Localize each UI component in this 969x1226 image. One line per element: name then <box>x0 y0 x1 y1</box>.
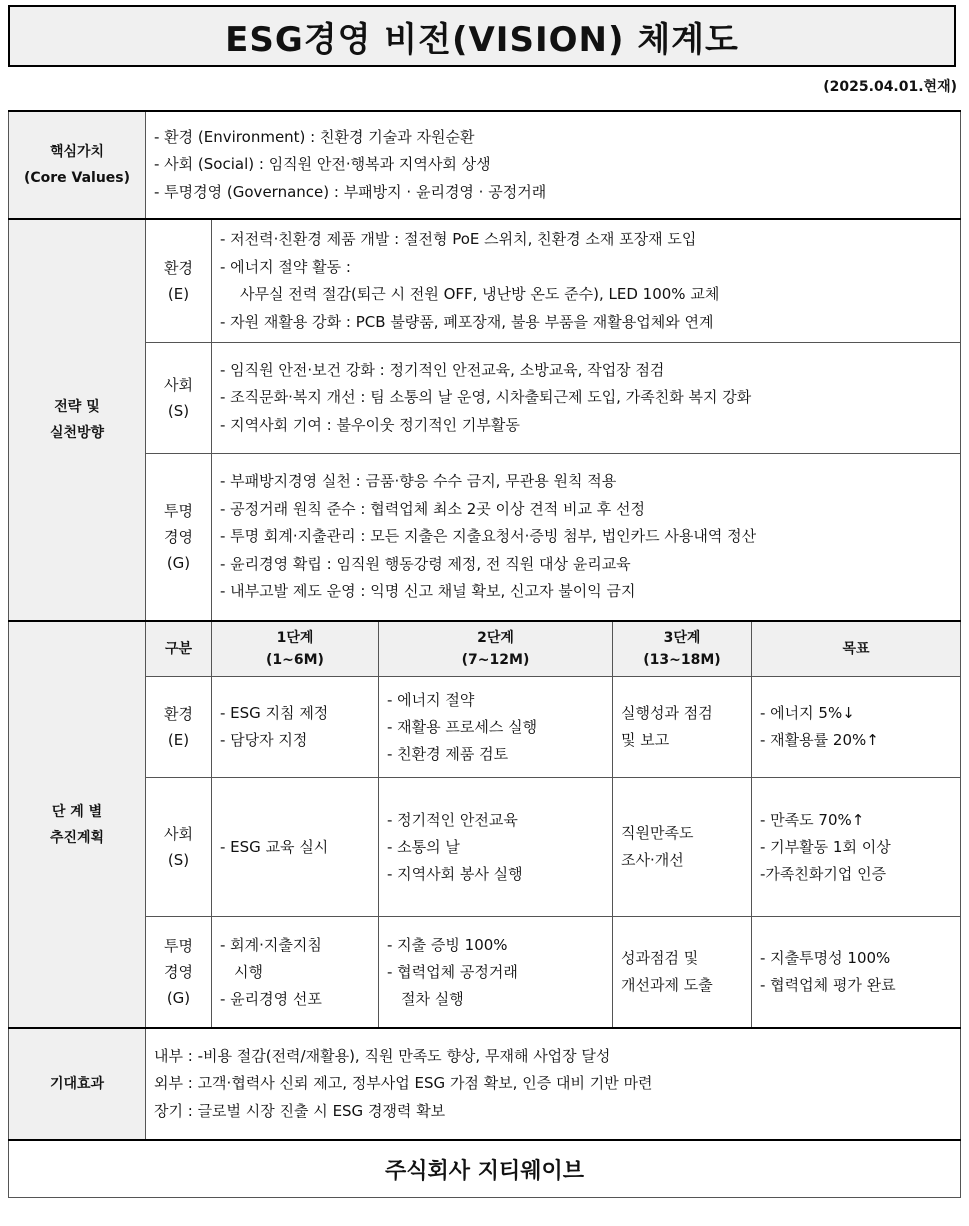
plan-governance-goal: - 지출투명성 100% - 협력업체 평가 완료 <box>752 917 961 1029</box>
plan-social-goal: - 만족도 70%↑ - 기부활동 1회 이상 -가족친화기업 인증 <box>752 778 961 917</box>
plan-environment-stage1: - ESG 지침 제정 - 담당자 지정 <box>212 677 379 778</box>
effect-item: 장기 : 글로벌 시장 진출 시 ESG 경쟁력 확보 <box>154 1101 446 1120</box>
plan-col-stage2: 2단계 (7~12M) <box>379 621 613 677</box>
strategy-item: - 에너지 절약 활동 : <box>220 257 351 276</box>
effects-row <box>9 1028 961 1140</box>
plan-social-label: 사회 (S) <box>146 778 212 917</box>
core-values-label: 핵심가치 (Core Values) <box>9 111 146 219</box>
effect-item: 외부 : 고객·협력사 신뢰 제고, 정부사업 ESG 가점 확보, 인증 대비 기반 마련 <box>154 1074 653 1093</box>
plan-col-category: 구분 <box>146 621 212 677</box>
plan-governance-stage2: - 지출 증빙 100% - 협력업체 공정거래 절차 실행 <box>379 917 613 1029</box>
title-box <box>8 5 956 67</box>
page-title: ESG경영 비전(VISION) 체계도 <box>225 19 739 60</box>
strategy-environment-list <box>212 219 961 343</box>
strategy-item: - 공정거래 원칙 준수 : 협력업체 최소 2곳 이상 견적 비교 후 선정 <box>220 499 645 518</box>
date-label: (2025.04.01.현재) <box>823 79 957 95</box>
plan-governance-label: 투명 경영 (G) <box>146 917 212 1029</box>
plan-col-goal: 목표 <box>752 621 961 677</box>
plan-social-stage1: - ESG 교육 실시 <box>212 778 379 917</box>
core-value-item: - 투명경영 (Governance) : 부패방지 · 윤리경영 · 공정거래 <box>154 182 547 201</box>
strategy-environment-label: 환경 (E) <box>146 219 212 343</box>
core-values-row <box>9 111 961 219</box>
footer-row <box>9 1140 961 1198</box>
strategy-governance-label: 투명 경영 (G) <box>146 454 212 622</box>
strategy-item: - 부패방지경영 실천 : 금품·향응 수수 금지, 무관용 원칙 적용 <box>220 472 617 491</box>
strategy-item: - 윤리경영 확립 : 임직원 행동강령 제정, 전 직원 대상 윤리교육 <box>220 554 631 573</box>
strategy-social-label: 사회 (S) <box>146 343 212 454</box>
plan-environment-stage2: - 에너지 절약 - 재활용 프로세스 실행 - 친환경 제품 검토 <box>379 677 613 778</box>
strategy-item: - 저전력·친환경 제품 개발 : 절전형 PoE 스위치, 친환경 소재 포장재 도입 <box>220 230 697 248</box>
plan-environment-label: 환경 (E) <box>146 677 212 778</box>
strategy-item: - 지역사회 기여 : 불우이웃 정기적인 기부활동 <box>220 415 520 434</box>
strategy-item: 사무실 전력 절감(퇴근 시 전원 OFF, 냉난방 온도 준수), LED 100% 교체 <box>240 285 720 303</box>
plan-governance-row <box>9 917 961 1029</box>
strategy-governance-list <box>212 454 961 622</box>
strategy-item: - 투명 회계·지출관리 : 모든 지출은 지출요청서·증빙 첨부, 법인카드 사용내역 정산 <box>220 527 757 546</box>
plan-col-stage3: 3단계 (13~18M) <box>613 621 752 677</box>
plan-environment-goal: - 에너지 5%↓ - 재활용률 20%↑ <box>752 677 961 778</box>
strategy-environment-row <box>9 219 961 343</box>
company-name: 주식회사 지티웨이브 <box>9 1140 961 1198</box>
plan-environment-row <box>9 677 961 778</box>
plan-label: 단 계 별 추진계획 <box>9 621 146 1028</box>
effects-label: 기대효과 <box>9 1028 146 1140</box>
strategy-social-list <box>212 343 961 454</box>
plan-governance-stage1: - 회계·지출지침 시행 - 윤리경영 선포 <box>212 917 379 1029</box>
strategy-item: - 임직원 안전·보건 강화 : 정기적인 안전교육, 소방교육, 작업장 점검 <box>220 360 665 379</box>
plan-social-stage2: - 정기적인 안전교육 - 소통의 날 - 지역사회 봉사 실행 <box>379 778 613 917</box>
strategy-item: - 조직문화·복지 개선 : 팀 소통의 날 운영, 시차출퇴근제 도입, 가족친화 복지 강화 <box>220 388 752 407</box>
core-values-list <box>146 111 961 219</box>
core-value-item: - 환경 (Environment) : 친환경 기술과 자원순환 <box>154 127 475 146</box>
effects-list <box>146 1028 961 1140</box>
effect-item: 내부 : -비용 절감(전력/재활용), 직원 만족도 향상, 무재해 사업장 달성 <box>154 1046 611 1065</box>
strategy-item: - 자원 재활용 강화 : PCB 불량품, 폐포장재, 불용 부품을 재활용업체와 연계 <box>220 312 714 331</box>
strategy-item: - 내부고발 제도 운영 : 익명 신고 채널 확보, 신고자 불이익 금지 <box>220 582 636 601</box>
strategy-social-row <box>9 343 961 454</box>
plan-social-stage3: 직원만족도 조사·개선 <box>613 778 752 917</box>
vision-table <box>8 110 961 1198</box>
plan-header-row <box>9 621 961 677</box>
strategy-label: 전략 및 실천방향 <box>9 219 146 621</box>
plan-col-stage1: 1단계 (1~6M) <box>212 621 379 677</box>
strategy-governance-row <box>9 454 961 622</box>
core-value-item: - 사회 (Social) : 임직원 안전·행복과 지역사회 상생 <box>154 155 491 174</box>
plan-governance-stage3: 성과점검 및 개선과제 도출 <box>613 917 752 1029</box>
plan-environment-stage3: 실행성과 점검 및 보고 <box>613 677 752 778</box>
plan-social-row <box>9 778 961 917</box>
